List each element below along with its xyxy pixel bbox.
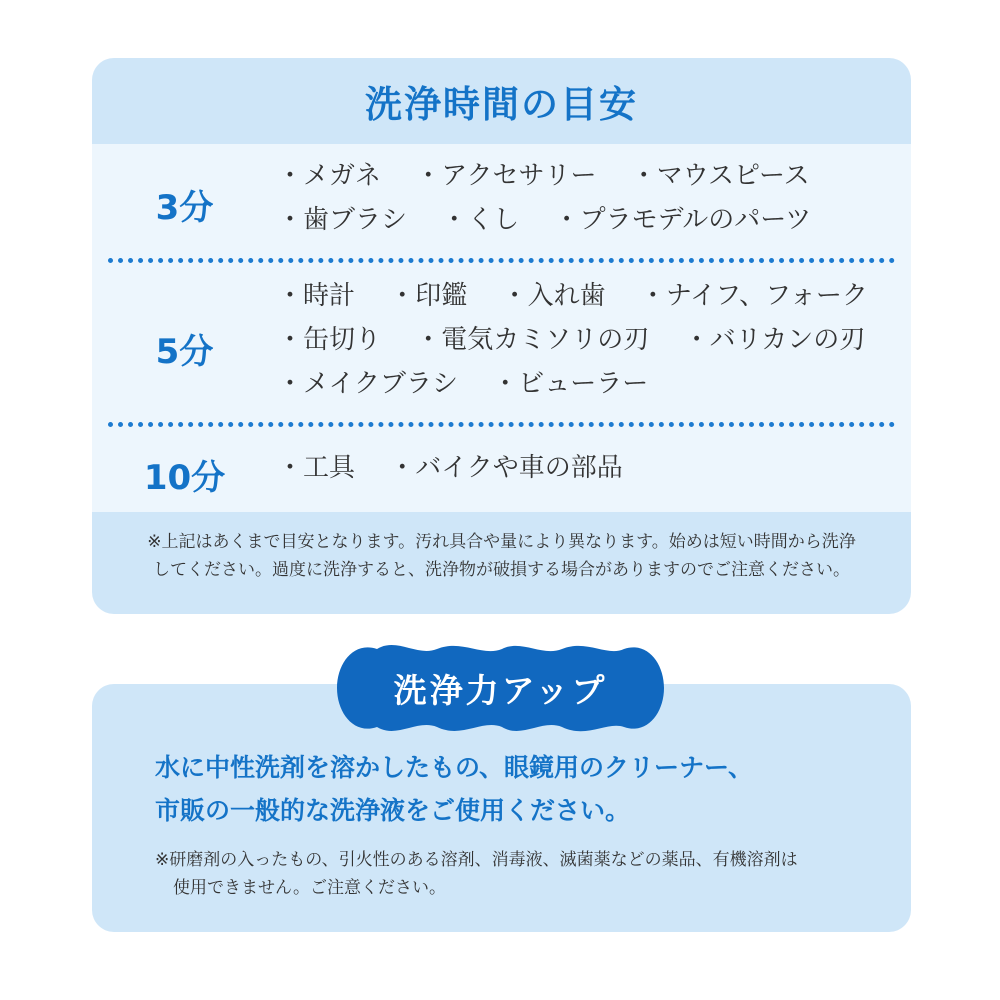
list-item: ・くし (441, 205, 520, 235)
list-item: ・ナイフ、フォーク (639, 281, 868, 311)
list-item: ・バリカンの刃 (683, 325, 866, 355)
boost-note (155, 846, 875, 902)
list-item: ・歯ブラシ (277, 205, 408, 235)
list-item: ・プラモデルのパーツ (553, 205, 812, 235)
list-item: ・ビューラー (492, 369, 649, 399)
item-line (277, 318, 891, 362)
list-item: ・アクセサリー (415, 161, 597, 191)
time-label: 3分 (155, 188, 214, 228)
time-label: 5分 (155, 332, 214, 372)
item-list (277, 154, 891, 242)
list-item: ・工具 (277, 453, 356, 483)
boost-note-line: 使用できません。ご注意ください。 (173, 878, 447, 898)
boost-lead-line: 市販の一般的な洗浄液をご使用ください。 (155, 796, 631, 825)
guide-note-line: してください。過度に洗浄すると、洗浄物が破損する場合がありますのでご注意ください。 (153, 560, 850, 580)
item-line (277, 274, 891, 318)
item-line (277, 362, 891, 406)
item-line (277, 198, 891, 242)
list-item: ・バイクや車の部品 (389, 453, 623, 483)
item-list (277, 446, 891, 490)
item-list (277, 274, 891, 406)
cleaning-time-card (92, 58, 911, 614)
list-item: ・時計 (277, 281, 356, 311)
boost-lead-line: 水に中性洗剤を溶かしたもの、眼鏡用のクリーナー、 (155, 753, 754, 782)
list-item: ・メイクブラシ (277, 369, 458, 399)
boost-note-line: ※研磨剤の入ったもの、引火性のある溶剤、消毒液、滅菌薬などの薬品、有機溶剤は (155, 850, 798, 870)
list-item: ・入れ歯 (501, 281, 606, 311)
list-item: ・印鑑 (389, 281, 468, 311)
time-label: 10分 (143, 458, 226, 498)
guide-note (92, 528, 911, 584)
cleaning-time-table (92, 144, 911, 512)
dotted-divider (108, 422, 895, 427)
list-item: ・缶切り (277, 325, 382, 355)
dotted-divider (108, 258, 895, 263)
item-line (277, 154, 891, 198)
item-line (277, 446, 891, 490)
boost-badge-label: 洗浄力アップ (393, 670, 608, 710)
guide-note-line: ※上記はあくまで目安となります。汚れ具合や量により異なります。始めは短い時間から洗浄 (147, 532, 856, 552)
list-item: ・電気カミソリの刃 (415, 325, 650, 355)
cleaning-time-title: 洗浄時間の目安 (365, 83, 638, 126)
list-item: ・マウスピース (630, 161, 810, 191)
list-item: ・メガネ (277, 161, 382, 191)
